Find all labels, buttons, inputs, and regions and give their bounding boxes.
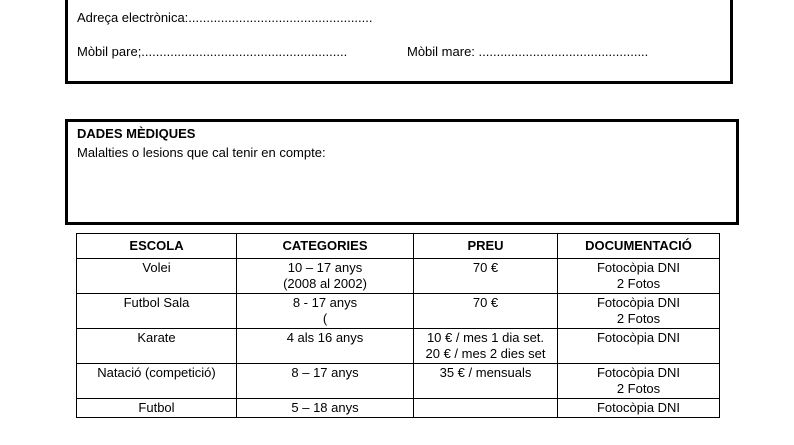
medical-subtitle: Malalties o lesions que cal tenir en compte: (77, 145, 326, 160)
cell-price (414, 259, 558, 294)
cell-price (414, 329, 558, 364)
cell-categories (237, 259, 414, 294)
cell-documentation (558, 259, 720, 294)
cell-categories (237, 364, 414, 399)
cell-school: Futbol (77, 399, 237, 418)
cell-price (414, 294, 558, 329)
table-row (77, 329, 720, 364)
header-school: ESCOLA (77, 234, 237, 259)
cell-categories (237, 399, 414, 418)
table-header-row (77, 234, 720, 259)
header-documentation: DOCUMENTACIÓ (558, 234, 720, 259)
cell-documentation-line: 2 Fotos (616, 381, 661, 396)
cell-price-line: 70 € (472, 260, 499, 275)
cell-price (414, 364, 558, 399)
cell-price (414, 399, 558, 418)
cell-school: Volei (77, 259, 237, 294)
cell-documentation-line: Fotocòpia DNI (596, 365, 681, 380)
table-row (77, 364, 720, 399)
cell-categories (237, 294, 414, 329)
medical-title: DADES MÈDIQUES (77, 126, 196, 141)
cell-categories-line: (2008 al 2002) (283, 276, 367, 291)
contact-box (65, 0, 733, 84)
cell-school: Natació (competició) (77, 364, 237, 399)
mother-mobile-field: Mòbil mare: ............................................... (407, 44, 649, 59)
cell-categories-line: 8 – 17 anys (291, 365, 359, 380)
cell-categories-line: ( (322, 311, 328, 326)
cell-school: Futbol Sala (77, 294, 237, 329)
cell-documentation-line: Fotocòpia DNI (596, 330, 681, 345)
table-row (77, 399, 720, 418)
schools-table (76, 233, 720, 418)
cell-documentation (558, 399, 720, 418)
cell-documentation-line: 2 Fotos (616, 311, 661, 326)
cell-categories-line: 10 – 17 anys (287, 260, 363, 275)
header-price: PREU (414, 234, 558, 259)
cell-categories (237, 329, 414, 364)
cell-categories-line: 8 - 17 anys (292, 295, 358, 310)
table-row (77, 259, 720, 294)
email-field: Adreça electrònica:................................................... (77, 10, 373, 25)
cell-price-line: 10 € / mes 1 dia set. (426, 330, 545, 345)
header-categories: CATEGORIES (237, 234, 414, 259)
cell-documentation-line: Fotocòpia DNI (596, 295, 681, 310)
table-row (77, 294, 720, 329)
cell-price-line: 20 € / mes 2 dies set (425, 346, 546, 361)
medical-box (65, 119, 739, 225)
cell-categories-line: 4 als 16 anys (286, 330, 364, 345)
cell-documentation-line: 2 Fotos (616, 276, 661, 291)
cell-documentation (558, 329, 720, 364)
cell-documentation-line: Fotocòpia DNI (596, 260, 681, 275)
cell-price-line: 35 € / mensuals (439, 365, 532, 380)
cell-price-line: 70 € (472, 295, 499, 310)
cell-documentation (558, 294, 720, 329)
cell-documentation-line: Fotocòpia DNI (596, 400, 681, 415)
cell-school: Karate (77, 329, 237, 364)
father-mobile-field: Mòbil pare;......................................................... (77, 44, 348, 59)
cell-categories-line: 5 – 18 anys (291, 400, 359, 415)
cell-documentation (558, 364, 720, 399)
